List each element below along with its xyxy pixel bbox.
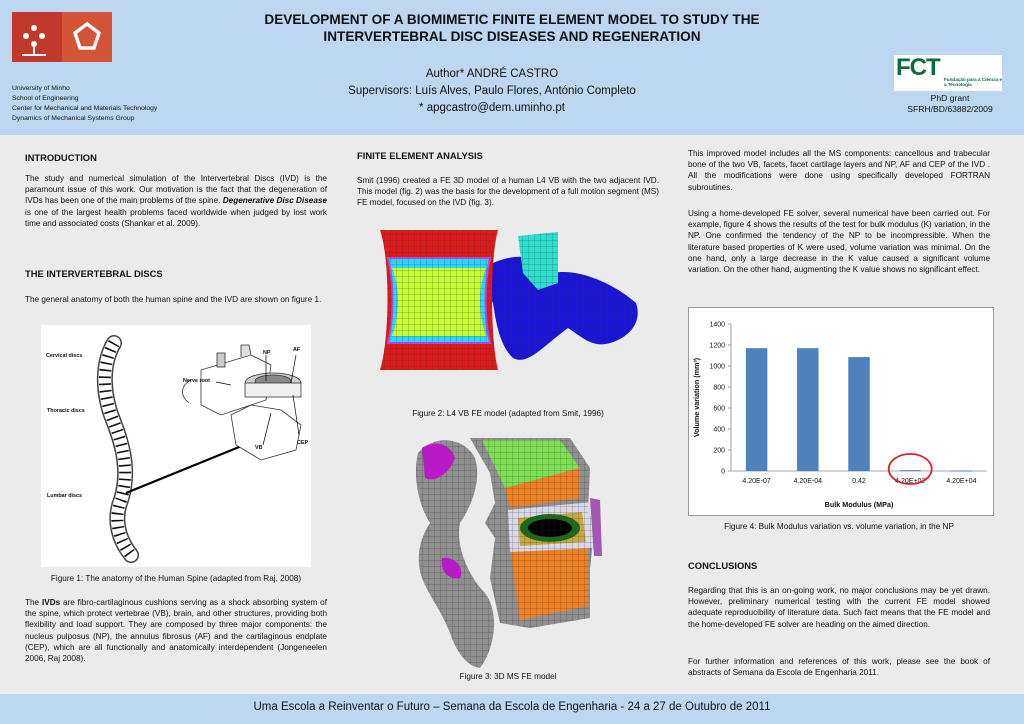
ivd-paragraph: The general anatomy of both the human spine and the IVD are shown on figure 1.	[25, 295, 322, 304]
author-email: * apgcastro@dem.uminho.pt	[419, 102, 565, 114]
grant-line-1: PhD grant	[930, 93, 970, 103]
y-tick-label: 1200	[709, 342, 725, 350]
conclusions-heading: CONCLUSIONS	[688, 560, 758, 571]
bar-4.20E+04	[951, 471, 973, 472]
figure-4-chart-frame	[688, 307, 994, 516]
y-tick-label: 200	[713, 447, 725, 455]
supervisors: Supervisors: Luís Alves, Paulo Flores, António Completo	[348, 85, 636, 97]
x-tick-label: 0.42	[852, 478, 866, 485]
y-tick-label: 800	[713, 384, 725, 392]
y-tick-label: 0	[721, 468, 725, 476]
label-lumbar-discs: Lumbar discs	[47, 493, 83, 499]
intro-text-a: The study and numerical simulation of the Intervertebral Discs (IVD) is the paramount issue of this work. Our motivation is the fact that the degeneration of IVDs has been one of the main problems of the spine.	[25, 174, 327, 206]
grant-line-2: SFRH/BD/63882/2009	[907, 104, 993, 114]
author-block	[300, 66, 684, 117]
label-thoracic-discs: Thoracic discs	[47, 408, 85, 414]
figure-4-caption: Figure 4: Bulk Modulus variation vs. volume variation, in the NP	[724, 522, 954, 531]
ivds-text-a: The	[25, 598, 42, 607]
title-line-1: DEVELOPMENT OF A BIOMIMETIC FINITE ELEMENT MODEL TO STUDY THE	[264, 12, 760, 27]
fea-heading: FINITE ELEMENT ANALYSIS	[357, 150, 483, 161]
affiliation-line: Center for Mechanical and Materials Technology	[12, 105, 158, 112]
ivds-strong: IVDs	[41, 598, 61, 607]
bulk-modulus-bar-chart	[689, 308, 993, 515]
intro-emphasis: Degenerative Disc Disease	[222, 196, 327, 206]
intro-heading: INTRODUCTION	[25, 152, 97, 163]
footer-text: Uma Escola a Reinventar o Futuro – Semana da Escola de Engenharia - 24 a 27 de Outubro de 2011	[253, 701, 771, 713]
figure-1-spine-anatomy	[41, 325, 311, 567]
ivds-paragraph	[25, 597, 327, 664]
figure-2-caption: Figure 2: L4 VB FE model (adapted from Smit, 1996)	[412, 409, 604, 418]
bar-4.20E-07	[746, 348, 768, 471]
y-axis-title: Volume variation (mm³)	[692, 357, 701, 438]
bar-4.20E+02	[899, 470, 921, 471]
spine-illustration	[41, 325, 311, 567]
intro-text-b: is one of the largest health problems faced worldwide when judged by lost work time and associated costs (Shankar et al. 2009).	[25, 207, 327, 228]
affiliation	[12, 84, 157, 124]
x-tick-label: 4.20E-04	[793, 478, 823, 485]
intro-paragraph	[25, 173, 327, 229]
ivd-heading: THE INTERVERTEBRAL DISCS	[25, 268, 163, 279]
model-paragraph: This improved model includes all the MS components: cancellous and trabecular bone of the two VB, facets, facet cartilage layers and NP, AF and CEP of the IVD . All the modifications were done using specifically developed FORTRAN subroutines.	[688, 149, 990, 192]
y-tick-label: 1000	[709, 363, 725, 371]
figure-1-caption: Figure 1: The anatomy of the Human Spine (adapted from Raj, 2008)	[50, 574, 302, 583]
label-cep: CEP	[297, 440, 309, 446]
label-vb: VB	[255, 445, 263, 451]
x-tick-label: 4.20E-07	[742, 478, 771, 485]
bar-0.42	[848, 357, 870, 471]
conclusions-paragraph-1: Regarding that this is an on-going work, no major conclusions may be yet drawn. However, preliminary numerical testing with the current FE model showed adequate reproducibility of literature data. Such fact means that the FE model and the home-developed FE solver are heading on the aimed direction.	[688, 586, 990, 629]
conclusions-paragraph-2: For further information and references of this work, please see the book of abstracts of Semana da Escola de Engenharia 2011.	[688, 657, 990, 678]
label-af: AF	[293, 347, 301, 353]
figure-2-fe-model	[378, 228, 648, 373]
y-tick-label: 600	[713, 405, 725, 413]
x-tick-label: 4.20E+02	[895, 478, 926, 485]
figure-3-ms-fe-model	[410, 428, 610, 673]
bar-4.20E-04	[797, 348, 819, 471]
fct-logo	[894, 55, 1002, 91]
solver-paragraph: Using a home-developed FE solver, several numerical have been carried out. For example, figure 4 shows the results of the test for bulk modulus (K) variation, in the NP. One confirmed the tendency of the NP to be incompressible. When the literature based properties of K were used, volume variation was minimal. On the one hand, only a large decrease in the K value caused a significant volume variation. On the other hand, augmenting the K value shows no significant effect.	[688, 209, 990, 275]
label-nerve-root: Nerve root	[183, 378, 210, 384]
university-logo	[12, 12, 112, 62]
fea-paragraph: Smit (1996) created a FE 3D model of a human L4 VB with the two adjacent IVD. This model (fig. 2) was the basis for the development of a full motion segment (MS) FE model, focused on the IVD (fig. 3).	[357, 176, 659, 208]
figure-3-caption: Figure 3: 3D MS FE model	[459, 672, 557, 681]
affiliation-line: University of Minho	[12, 85, 70, 92]
author-name: Author* ANDRÉ CASTRO	[425, 68, 559, 80]
affiliation-line: School of Engineering	[12, 95, 79, 102]
x-axis-title: Bulk Modulus (MPa)	[824, 500, 894, 509]
title-line-2: INTERVERTEBRAL DISC DISEASES AND REGENERATION	[323, 29, 701, 44]
poster-title	[220, 11, 804, 45]
affiliation-line: Dynamics of Mechanical Systems Group	[12, 115, 135, 122]
grant-info	[880, 93, 1020, 115]
y-tick-label: 400	[713, 426, 725, 434]
label-np: NP	[263, 350, 271, 356]
fct-logo-subtext: Fundação para a Ciência e a Tecnologia	[944, 77, 1002, 87]
label-cervical-discs: Cervical discs	[46, 353, 83, 359]
x-tick-label: 4.20E+04	[946, 478, 977, 485]
fct-logo-text: FCT	[896, 54, 940, 81]
y-tick-label: 1400	[709, 321, 725, 329]
ivds-text-b: are fibro-cartilaginous cushions serving as a shock absorbing system of the spine, which protect vertebrae (VB), brain, and other structures, providing both flexibility and load support. They are composed by three major components: the nucleus pulposus (NP), the annulus fibrosus (AF) and the cartilaginous endplate (CEP), which are all functionally and anatomically interdependent (Jongeneelen 2006, Raj 2008).	[25, 598, 327, 664]
